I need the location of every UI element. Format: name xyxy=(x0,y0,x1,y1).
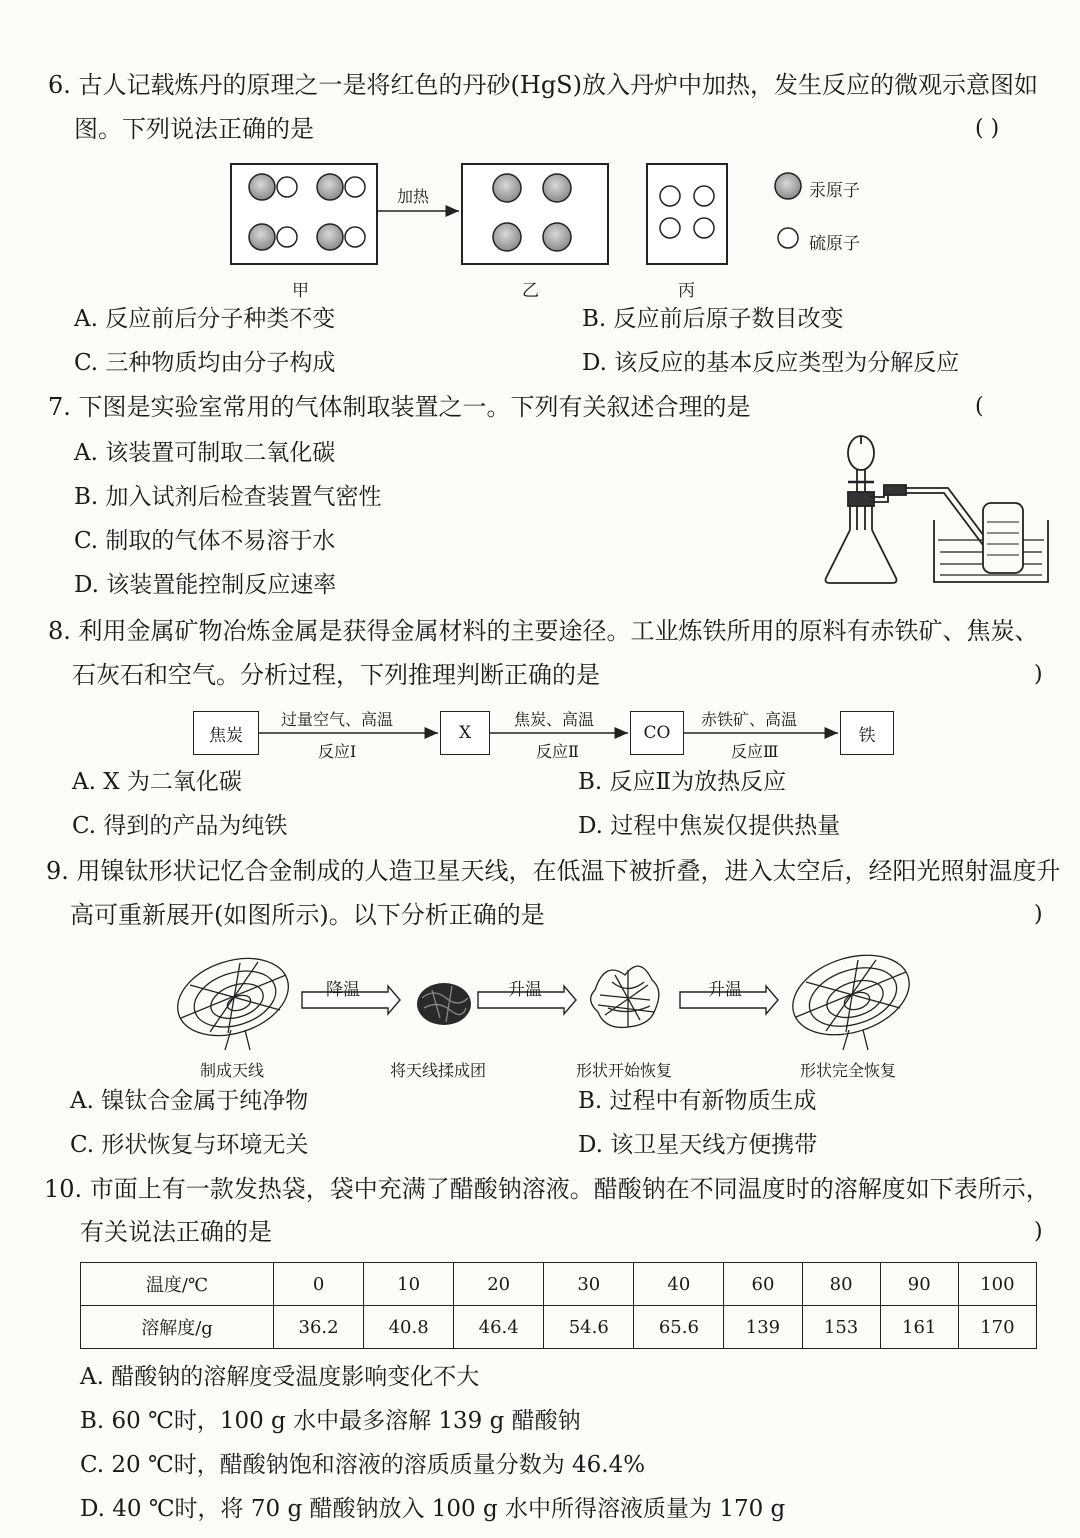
q8-arrow1-reaction: 反应Ⅰ xyxy=(318,742,357,761)
table-cell: 100 xyxy=(958,1263,1036,1306)
q6-stem-line1: 6. 古人记载炼丹的原理之一是将红色的丹砂(HgS)放入丹炉中加热，发生反应的微观示意图如 xyxy=(48,71,1038,99)
q8-option-b[interactable]: B. 反应Ⅱ为放热反应 xyxy=(578,769,787,795)
s-atom xyxy=(660,218,680,238)
table-row-temperature xyxy=(81,1263,1037,1306)
table-cell: 30 xyxy=(544,1263,634,1306)
table-cell: 161 xyxy=(880,1306,958,1349)
q9-caption-2: 将天线揉成团 xyxy=(390,1061,487,1080)
table-cell: 80 xyxy=(802,1263,880,1306)
q10-stem-line2: 有关说法正确的是 xyxy=(80,1218,272,1246)
s-atom xyxy=(660,186,680,206)
table-cell: 153 xyxy=(802,1306,880,1349)
q7-option-a[interactable]: A. 该装置可制取二氧化碳 xyxy=(74,440,336,466)
recovering-antenna-icon xyxy=(591,966,659,1027)
table-cell: 54.6 xyxy=(544,1306,634,1349)
hg-atom xyxy=(543,223,571,251)
q6-option-b[interactable]: B. 反应前后原子数目改变 xyxy=(582,306,844,332)
crumpled-antenna-icon xyxy=(417,983,471,1025)
q9-arrow-label-cool: 降温 xyxy=(326,980,360,1000)
q7-answer-paren: ( xyxy=(975,394,984,419)
q8-arrow3-reaction: 反应Ⅲ xyxy=(731,742,779,761)
q6-stem-line2: 图。下列说法正确的是 xyxy=(74,115,314,143)
table-cell: 46.4 xyxy=(454,1306,544,1349)
q6-label-jia: 甲 xyxy=(292,281,309,301)
q9-arrow-label-heat1: 升温 xyxy=(508,980,542,1000)
hg-atom xyxy=(493,223,521,251)
hgs-molecule xyxy=(249,174,297,200)
legend-hg-label: 汞原子 xyxy=(809,181,860,201)
q9-stem-line1: 9. 用镍钛形状记忆合金制成的人造卫星天线，在低温下被折叠，进入太空后，经阳光照射温度升 xyxy=(46,857,1061,885)
flow-node-co: CO xyxy=(630,711,684,755)
q7-option-b[interactable]: B. 加入试剂后检查装置气密性 xyxy=(74,484,382,510)
table-cell: 10 xyxy=(364,1263,454,1306)
flow-node-x: X xyxy=(440,711,490,755)
q10-option-d[interactable]: D. 40 ℃时，将 70 g 醋酸钠放入 100 g 水中所得溶液质量为 170 g xyxy=(80,1496,786,1522)
q7-option-c[interactable]: C. 制取的气体不易溶于水 xyxy=(74,528,336,554)
hgs-molecule xyxy=(317,174,365,200)
q9-answer-paren: ) xyxy=(1034,902,1043,927)
q6-answer-paren: ( ) xyxy=(975,116,1000,141)
hgs-molecule xyxy=(249,224,297,250)
q8-arrow1-condition: 过量空气、高温 xyxy=(281,710,394,729)
q10-stem-line1: 10. 市面上有一款发热袋，袋中充满了醋酸钠溶液。醋酸钠在不同温度时的溶解度如下表所示， xyxy=(44,1175,1050,1203)
flow-node-iron: 铁 xyxy=(840,711,894,755)
q8-stem-line2: 石灰石和空气。分析过程，下列推理判断正确的是 xyxy=(72,661,600,689)
q8-option-a[interactable]: A. X 为二氧化碳 xyxy=(72,769,242,795)
q8-arrow2-condition: 焦炭、高温 xyxy=(514,710,595,729)
q9-caption-1: 制成天线 xyxy=(200,1061,265,1080)
legend-hg-icon xyxy=(775,173,801,199)
q9-option-c[interactable]: C. 形状恢复与环境无关 xyxy=(70,1132,309,1158)
table-cell: 40 xyxy=(634,1263,724,1306)
table-row-solubility xyxy=(81,1306,1037,1349)
solubility-table xyxy=(80,1262,1037,1349)
q8-answer-paren: ) xyxy=(1034,662,1043,687)
table-cell: 170 xyxy=(958,1306,1036,1349)
q9-arrow-label-heat2: 升温 xyxy=(708,980,742,1000)
q10-answer-paren: ) xyxy=(1034,1219,1043,1244)
s-atom xyxy=(694,186,714,206)
q6-label-yi: 乙 xyxy=(522,281,539,301)
q6-option-d[interactable]: D. 该反应的基本反应类型为分解反应 xyxy=(582,350,960,376)
flow-node-coke: 焦炭 xyxy=(193,711,259,755)
table-cell: 65.6 xyxy=(634,1306,724,1349)
q7-stem-line1: 7. 下图是实验室常用的气体制取装置之一。下列有关叙述合理的是 xyxy=(48,393,751,421)
gas-generation-apparatus xyxy=(826,436,1049,583)
legend-s-icon xyxy=(778,228,798,248)
q9-caption-4: 形状完全恢复 xyxy=(800,1061,897,1080)
s-atom xyxy=(694,218,714,238)
table-cell: 40.8 xyxy=(364,1306,454,1349)
q8-arrow2-reaction: 反应Ⅱ xyxy=(536,742,579,761)
q9-caption-3: 形状开始恢复 xyxy=(576,1061,673,1080)
q6-heat-label: 加热 xyxy=(397,187,430,206)
hg-atom xyxy=(543,174,571,202)
hg-atom xyxy=(493,174,521,202)
table-cell: 0 xyxy=(274,1263,364,1306)
q7-option-d[interactable]: D. 该装置能控制反应速率 xyxy=(74,572,337,598)
table-header-solubility: 溶解度/g xyxy=(81,1306,274,1349)
table-cell: 90 xyxy=(880,1263,958,1306)
q9-option-d[interactable]: D. 该卫星天线方便携带 xyxy=(578,1132,818,1158)
antenna-dish-icon xyxy=(783,941,920,1050)
table-header-temperature: 温度/℃ xyxy=(81,1263,274,1306)
q6-option-a[interactable]: A. 反应前后分子种类不变 xyxy=(74,306,336,332)
q8-option-d[interactable]: D. 过程中焦炭仅提供热量 xyxy=(578,813,841,839)
table-cell: 139 xyxy=(724,1306,802,1349)
q10-option-b[interactable]: B. 60 ℃时，100 g 水中最多溶解 139 g 醋酸钠 xyxy=(80,1408,581,1434)
table-cell: 36.2 xyxy=(274,1306,364,1349)
legend-s-label: 硫原子 xyxy=(809,234,860,254)
q10-option-a[interactable]: A. 醋酸钠的溶解度受温度影响变化不大 xyxy=(80,1364,480,1390)
q9-option-a[interactable]: A. 镍钛合金属于纯净物 xyxy=(70,1088,309,1114)
q9-option-b[interactable]: B. 过程中有新物质生成 xyxy=(578,1088,817,1114)
q10-option-c[interactable]: C. 20 ℃时，醋酸钠饱和溶液的溶质质量分数为 46.4% xyxy=(80,1452,646,1478)
q8-stem-line1: 8. 利用金属矿物冶炼金属是获得金属材料的主要途径。工业炼铁所用的原料有赤铁矿、焦炭、 xyxy=(48,617,1039,645)
hgs-molecule xyxy=(317,224,365,250)
table-cell: 20 xyxy=(454,1263,544,1306)
q8-arrow3-condition: 赤铁矿、高温 xyxy=(701,710,798,729)
q6-option-c[interactable]: C. 三种物质均由分子构成 xyxy=(74,350,336,376)
antenna-dish-icon xyxy=(168,945,299,1050)
table-cell: 60 xyxy=(724,1263,802,1306)
q8-option-c[interactable]: C. 得到的产品为纯铁 xyxy=(72,813,288,839)
q6-label-bing: 丙 xyxy=(678,281,695,301)
q9-stem-line2: 高可重新展开(如图所示)。以下分析正确的是 xyxy=(70,901,545,929)
